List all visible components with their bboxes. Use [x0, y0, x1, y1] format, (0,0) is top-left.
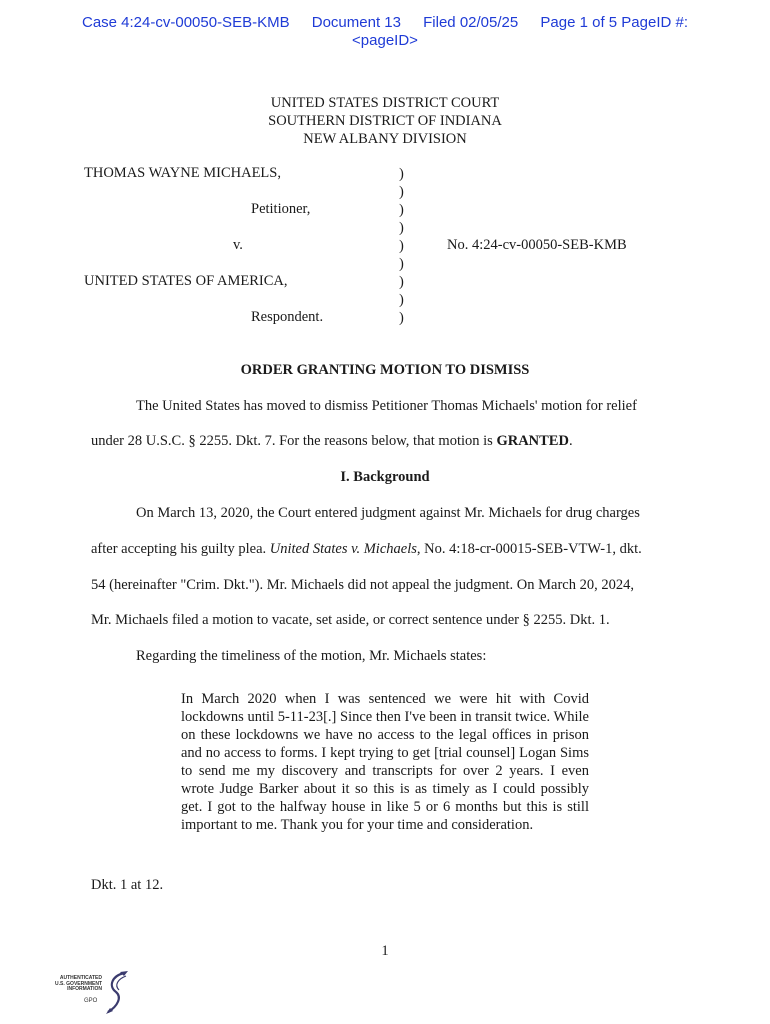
gpo-logo-text: [44, 976, 102, 993]
versus: v.: [233, 237, 243, 253]
paren: ): [399, 310, 404, 326]
paren: ): [399, 274, 404, 290]
background-line-4: Mr. Michaels filed a motion to vacate, set aside, or correct sentence under § 2255. Dkt. 1.: [91, 612, 610, 628]
page-number: 1: [381, 943, 389, 959]
petitioner-role: Petitioner,: [251, 201, 311, 217]
court-line-2: SOUTHERN DISTRICT OF INDIANA: [268, 113, 502, 129]
ecf-header: [0, 14, 770, 50]
header-case-number: Case 4:24-cv-00050-SEB-KMB: [81, 14, 290, 31]
background-line-2: [91, 541, 642, 558]
paren: ): [399, 220, 404, 236]
paren: ): [399, 238, 404, 254]
paren: ): [399, 184, 404, 200]
block-quote: In March 2020 when I was sentenced we were hit with Covid lockdowns until 5-11-23[.] Since then I've been in transit twice. While on these lockdowns we have no access to the legal offices in prison and no access to forms. I kept trying to get [trial counsel] Logan Sims to send me my discovery and transcripts for over 2 years. I even wrote Judge Barker about it so this is as timely as I could possibly get. I got to the halfway house in like 5 or 6 months but this is still important to me. Thank you for your time and consideration.: [181, 691, 589, 833]
eagle-icon: [104, 970, 130, 1016]
intro-line-2-text: under 28 U.S.C. § 2255. Dkt. 7. For the reasons below, that motion is: [91, 433, 497, 449]
background-line-5: Regarding the timeliness of the motion, Mr. Michaels states:: [136, 648, 487, 664]
intro-line-1: The United States has moved to dismiss Petitioner Thomas Michaels' motion for relief: [136, 398, 637, 414]
respondent-name: UNITED STATES OF AMERICA,: [84, 273, 288, 289]
intro-line-2: [91, 433, 573, 450]
header-document: Document 13: [311, 14, 401, 31]
gpo-text-line: AUTHENTICATED: [59, 975, 102, 981]
gpo-text-line: INFORMATION: [67, 986, 102, 993]
petitioner-name: THOMAS WAYNE MICHAELS,: [84, 165, 281, 181]
citation: Dkt. 1 at 12.: [91, 877, 164, 893]
background-line-3: 54 (hereinafter "Crim. Dkt."). Mr. Michaels did not appeal the judgment. On March 20, 2024,: [91, 577, 634, 593]
background-line-2-post: , No. 4:18-cr-00015-SEB-VTW-1, dkt.: [416, 541, 642, 557]
case-citation-name: United States v. Michaels: [269, 541, 417, 557]
gpo-authentication-logo: [44, 970, 134, 1018]
paren: ): [399, 166, 404, 182]
paren: ): [399, 256, 404, 272]
section-heading-background: I. Background: [340, 469, 430, 485]
header-pageid: <pageID>: [352, 32, 418, 49]
case-number: No. 4:24-cv-00050-SEB-KMB: [447, 237, 627, 253]
gpo-label: GPO: [84, 998, 98, 1004]
header-page: Page 1 of 5 PageID #:: [540, 14, 688, 31]
court-line-1: UNITED STATES DISTRICT COURT: [270, 95, 500, 111]
background-line-1: On March 13, 2020, the Court entered judgment against Mr. Michaels for drug charges: [136, 505, 640, 521]
order-title: ORDER GRANTING MOTION TO DISMISS: [240, 362, 530, 378]
court-heading: [0, 94, 770, 148]
gpo-text-line: U.S. GOVERNMENT: [55, 980, 102, 987]
background-line-2-pre: after accepting his guilty plea.: [91, 541, 270, 557]
court-line-3: NEW ALBANY DIVISION: [303, 131, 467, 147]
caption-parentheses: [399, 165, 404, 327]
header-filed-date: Filed 02/05/25: [423, 14, 519, 31]
paren: ): [399, 292, 404, 308]
granted-text: GRANTED: [496, 433, 569, 449]
intro-line-2-end: .: [568, 433, 573, 449]
respondent-role: Respondent.: [251, 309, 324, 325]
paren: ): [399, 202, 404, 218]
